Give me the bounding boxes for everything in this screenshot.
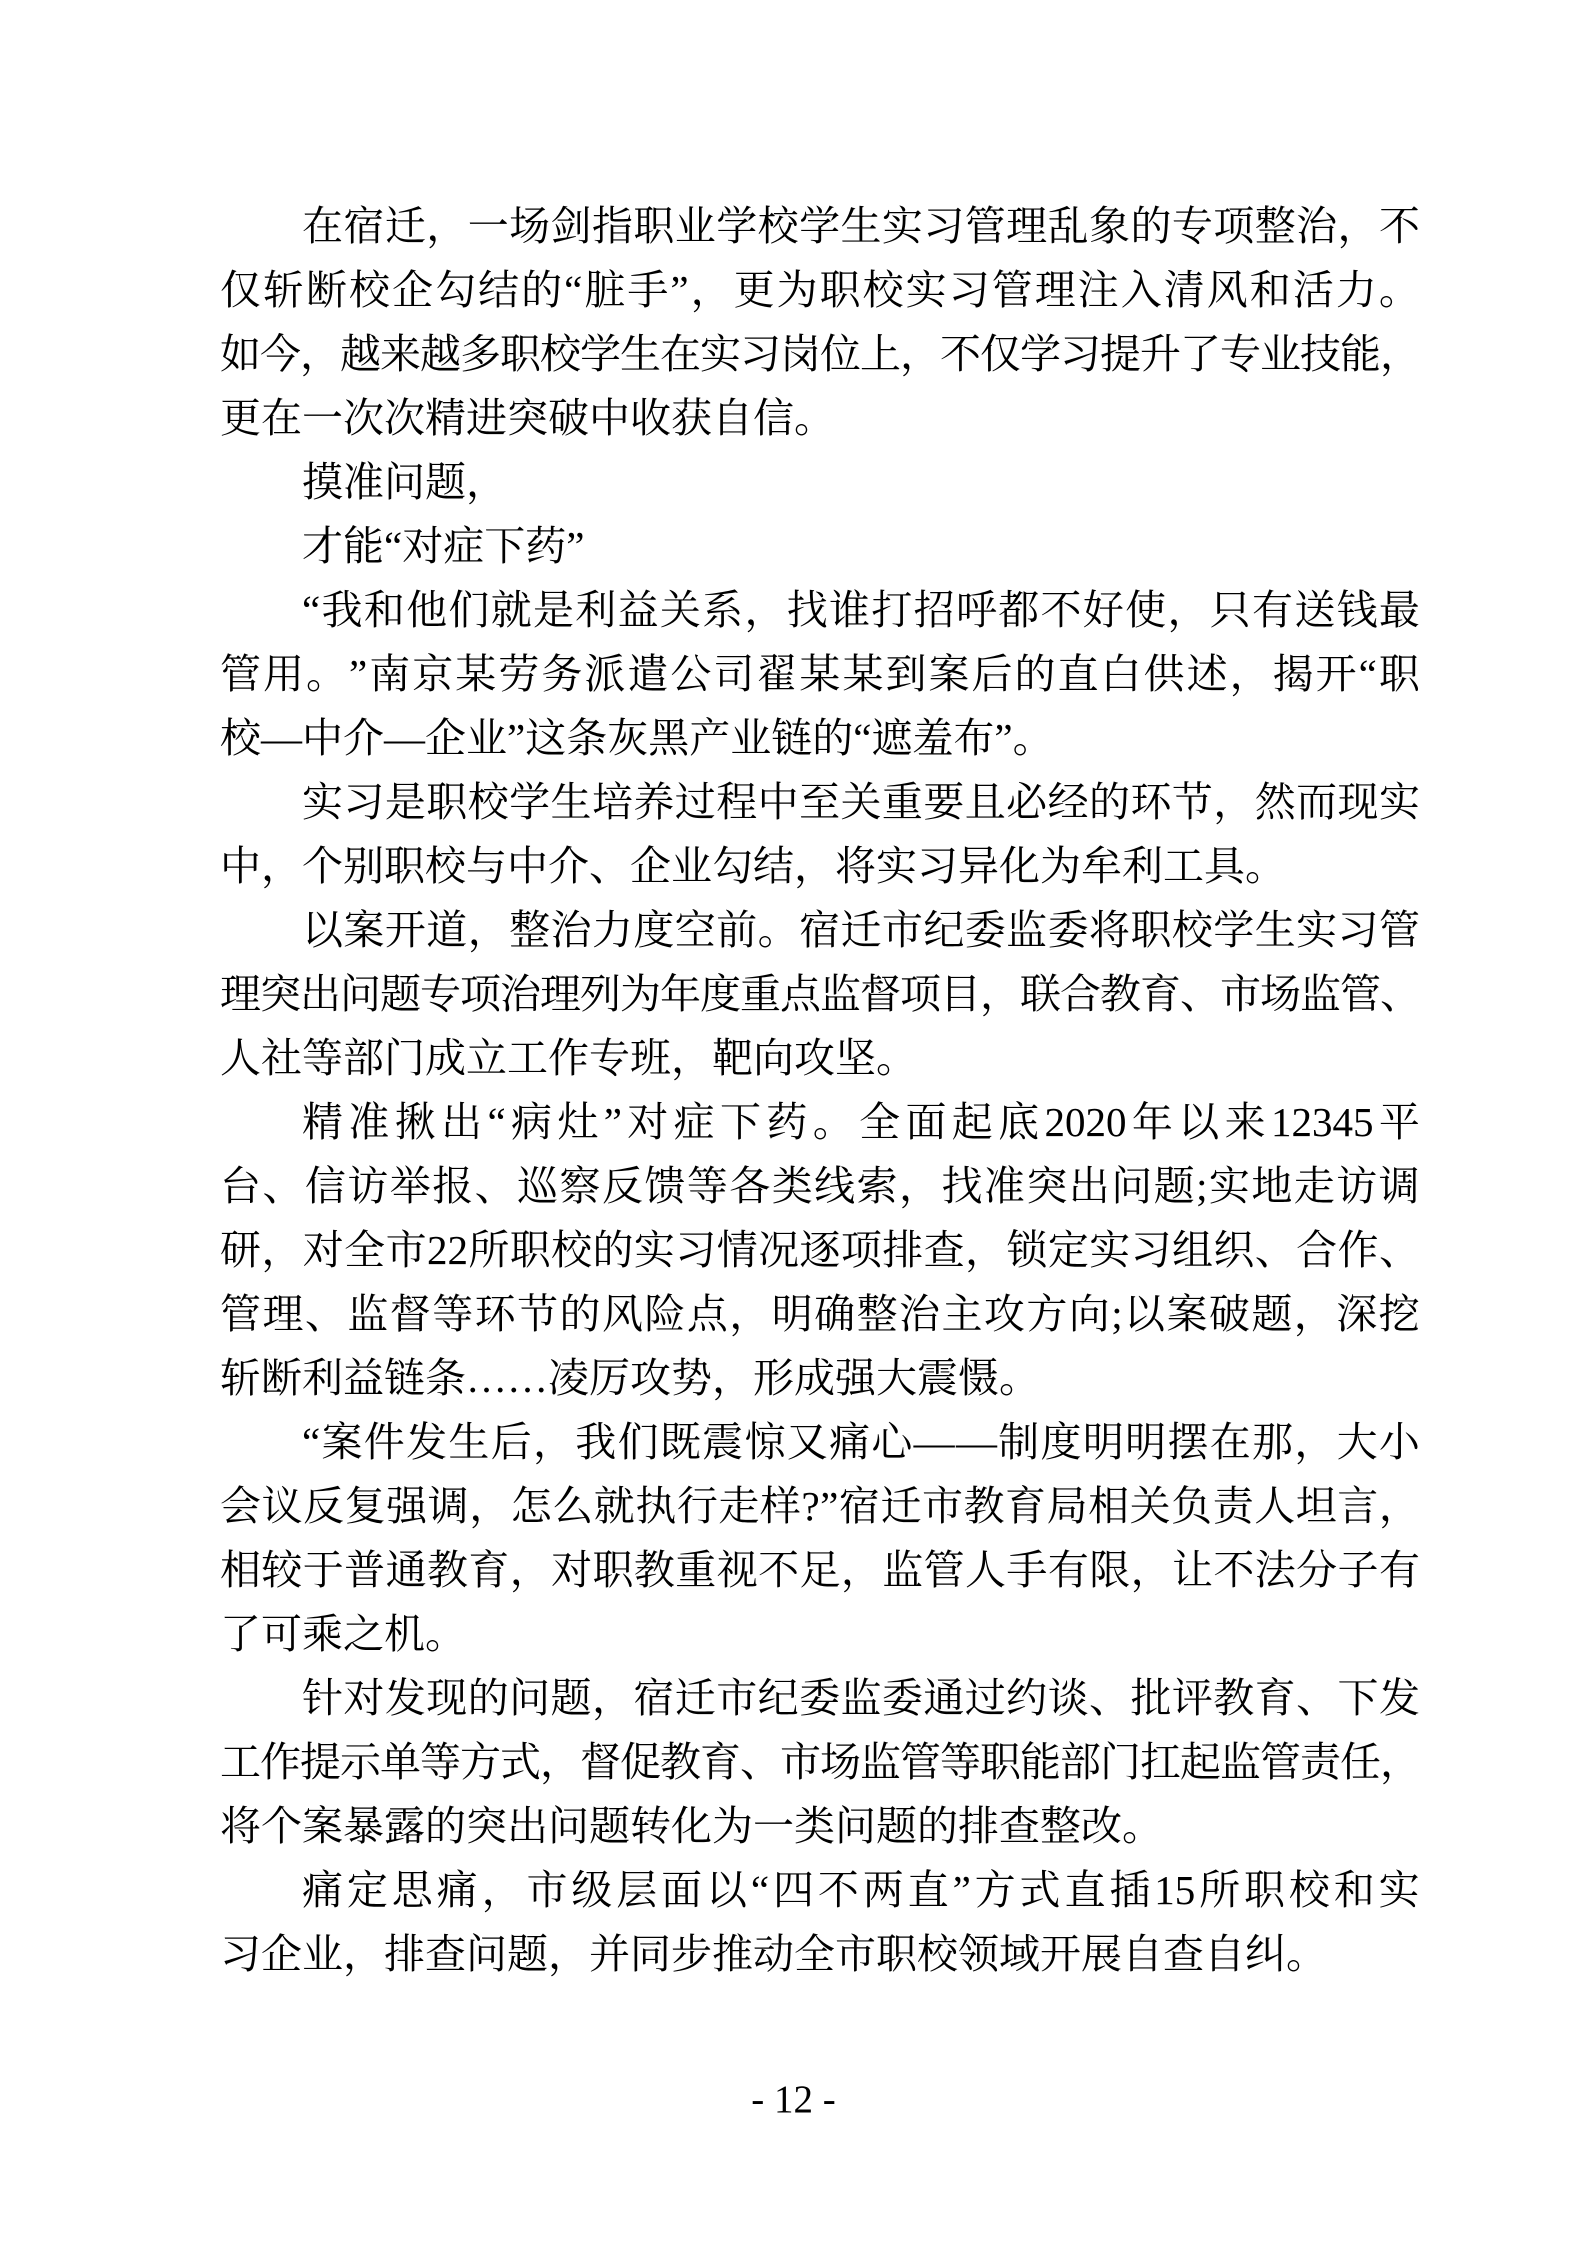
text-line: “ 我 和 他 们 就 是 利 益 关 系 ， 找 谁 打 招 呼 都 不 好 使 ， 只 有 送 钱 最 [302,587,1420,633]
text-line: 人社等部门成立工作专班，靶向攻坚。 [220,1035,917,1081]
text-line: 更在一次次精进突破中收获自信。 [220,395,835,441]
text-line: 才能“对症下药” [302,523,585,569]
text-line: 针 对 发 现 的 问 题 ， 宿 迁 市 纪 委 监 委 通 过 约 谈 、 批 评 教 育 、 下 发 [302,1675,1420,1721]
text-line: 研 ， 对 全 市 22 所 职 校 的 实 习 情 况 逐 项 排 查 ， 锁 定 实 习 组 织 、 合 作 、 [220,1227,1420,1273]
text-line: 在 宿 迁 ， 一 场 剑 指 职 业 学 校 学 生 实 习 管 理 乱 象 的 专 项 整 治 ， 不 [302,203,1420,249]
text-line: 将个案暴露的突出问题转化为一类问题的排查整改。 [220,1803,1163,1849]
text-line: 痛 定 思 痛 ， 市 级 层 面 以 “ 四 不 两 直 ” 方 式 直 插 15 所 职 校 和 实 [302,1867,1420,1913]
text-line: 习企业，排查问题，并同步推动全市职校领域开展自查自纠。 [220,1931,1327,1977]
text-line: 斩断利益链条……凌厉攻势，形成强大震慑。 [220,1355,1040,1401]
document-body [220,194,1420,1986]
text-line: 中，个别职校与中介、企业勾结，将实习异化为牟利工具。 [220,843,1286,889]
text-line: 会 议 反 复 强 调 ， 怎 么 就 执 行 走 样 ? ” 宿 迁 市 教 育 局 相 关 负 责 人 坦 言 ， [220,1483,1420,1529]
text-line: 工 作 提 示 单 等 方 式 ， 督 促 教 育 、 市 场 监 管 等 职 能 部 门 扛 起 监 管 责 任 ， [220,1739,1421,1785]
text-line: 管 用 。 ” 南 京 某 劳 务 派 遣 公 司 翟 某 某 到 案 后 的 直 白 供 述 ， 揭 开 “ 职 [220,651,1420,697]
text-line: 了可乘之机。 [220,1611,466,1657]
text-line: 摸准问题， [302,459,507,505]
text-line: 精 准 揪 出 “ 病 灶 ” 对 症 下 药 。 全 面 起 底 2020 年 以 来 12345 平 [302,1099,1420,1145]
text-line: 管 理 、 监 督 等 环 节 的 风 险 点 ， 明 确 整 治 主 攻 方 向 ; 以 案 破 题 ， 深 挖 [220,1291,1420,1337]
text-line: 相 较 于 普 通 教 育 ， 对 职 教 重 视 不 足 ， 监 管 人 手 有 限 ， 让 不 法 分 子 有 [220,1547,1420,1593]
text-line: 校—中介—企业”这条灰黑产业链的“遮羞布”。 [220,715,1054,761]
text-line: 理 突 出 问 题 专 项 治 理 列 为 年 度 重 点 监 督 项 目 ， 联 合 教 育 、 市 场 监 管 、 [220,971,1421,1017]
text-line: 台 、 信 访 举 报 、 巡 察 反 馈 等 各 类 线 索 ， 找 准 突 出 问 题 ; 实 地 走 访 调 [220,1163,1420,1209]
text-line: 仅 斩 断 校 企 勾 结 的 “ 脏 手 ” ， 更 为 职 校 实 习 管 理 注 入 清 风 和 活 力 。 [220,267,1420,313]
text-line: 如 今 ， 越 来 越 多 职 校 学 生 在 实 习 岗 位 上 ， 不 仅 学 习 提 升 了 专 业 技 能 ， [220,331,1421,377]
page-number: - 12 - [751,2078,836,2121]
text-line: “ 案 件 发 生 后 ， 我 们 既 震 惊 又 痛 心 — — 制 度 明 明 摆 在 那 ， 大 小 [302,1419,1420,1465]
text-line: 以 案 开 道 ， 整 治 力 度 空 前 。 宿 迁 市 纪 委 监 委 将 职 校 学 生 实 习 管 [302,907,1420,953]
text-line: 实 习 是 职 校 学 生 培 养 过 程 中 至 关 重 要 且 必 经 的 环 节 ， 然 而 现 实 [302,779,1420,825]
